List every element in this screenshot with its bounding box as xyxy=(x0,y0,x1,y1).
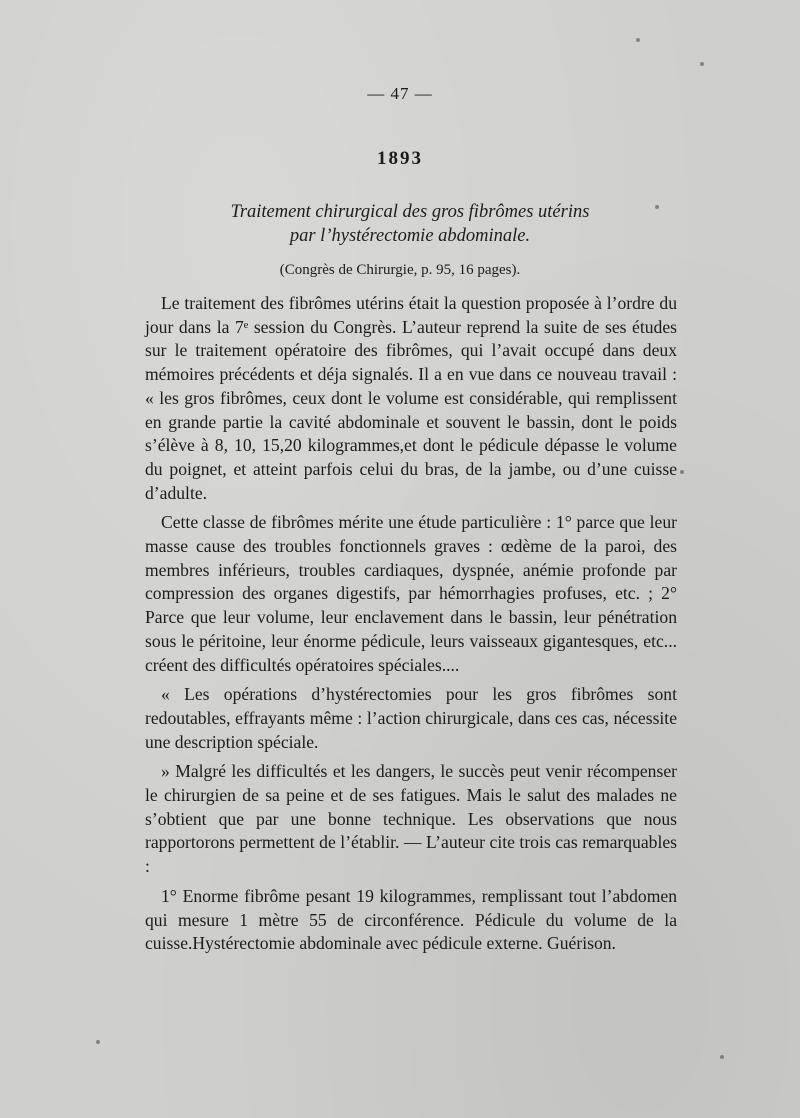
paragraph-4: » Malgré les difficultés et les dangers, le succès peut venir récompenser le chirurgien de sa peine et de ses fatigues. Mais le salut des malades ne s’obtient que par une bonne technique. Les observations que nous rapportorons permettent de l’établir. — L’auteur cite trois cas remarquables : xyxy=(145,761,677,877)
paper-speck xyxy=(700,62,704,66)
article-title xyxy=(150,200,670,248)
paragraph-5: 1° Enorme fibrôme pesant 19 kilogrammes, remplissant tout l’abdomen qui mesure 1 mètre 55 de circonférence. Pédicule du volume de la cuisse.Hystérectomie abdominale avec pédicule externe. Guérison. xyxy=(145,885,677,954)
page-number: — 47 — xyxy=(367,84,433,103)
year-heading: 1893 xyxy=(377,148,423,169)
paper-speck xyxy=(680,470,684,474)
paper-speck xyxy=(636,38,640,42)
paragraph-1: Le traitement des fibrômes utérins était la question proposée à l’ordre du jour dans la 7ᵉ session du Congrès. L’auteur reprend la suite de ses études sur le traitement opératoire des fibrômes, qui l’avait occupé dans deux mémoires précédents et déja signalés. Il a en vue dans ce nouveau travail : « les gros fibrômes, ceux dont le volume est considérable, qui remplissent en grande partie la cavité abdominale et souvent le bassin, dont le poids s’élève à 8, 10, 15,20 kilogrammes,et dont le pédicule dépasse le volume du poignet, et atteint parfois celui du bras, de la jambe, ou d’une cuisse d’adulte. xyxy=(145,293,677,503)
paper-speck xyxy=(96,1040,100,1044)
source-citation: (Congrès de Chirurgie, p. 95, 16 pages). xyxy=(279,262,521,278)
paragraph-2: Cette classe de fibrômes mérite une étude particulière : 1° parce que leur masse cause des troubles fonctionnels graves : œdème de la paroi, des membres inférieurs, troubles cardiaques, dyspnée, anémie profonde par compression des organes digestifs, par hémorrhagies profuses, etc. ; 2° Parce que leur volume, leur enclavement dans le bassin, leur pénétration sous le péritoine, leur énorme pédicule, leurs vaisseaux gigantesques, etc... créent des difficultés opératoires spéciales.... xyxy=(145,512,677,675)
paper-speck xyxy=(720,1055,724,1059)
title-line-2: par l’hystérectomie abdominale. xyxy=(289,226,531,246)
title-line-1: Traitement chirurgical des gros fibrômes utérins xyxy=(230,202,590,222)
paragraph-3: « Les opérations d’hystérectomies pour les gros fibrômes sont redoutables, effrayants même : l’action chirurgicale, dans ces cas, nécessite une description spéciale. xyxy=(145,684,677,752)
paper-speck xyxy=(655,205,659,209)
article-body xyxy=(145,292,677,956)
